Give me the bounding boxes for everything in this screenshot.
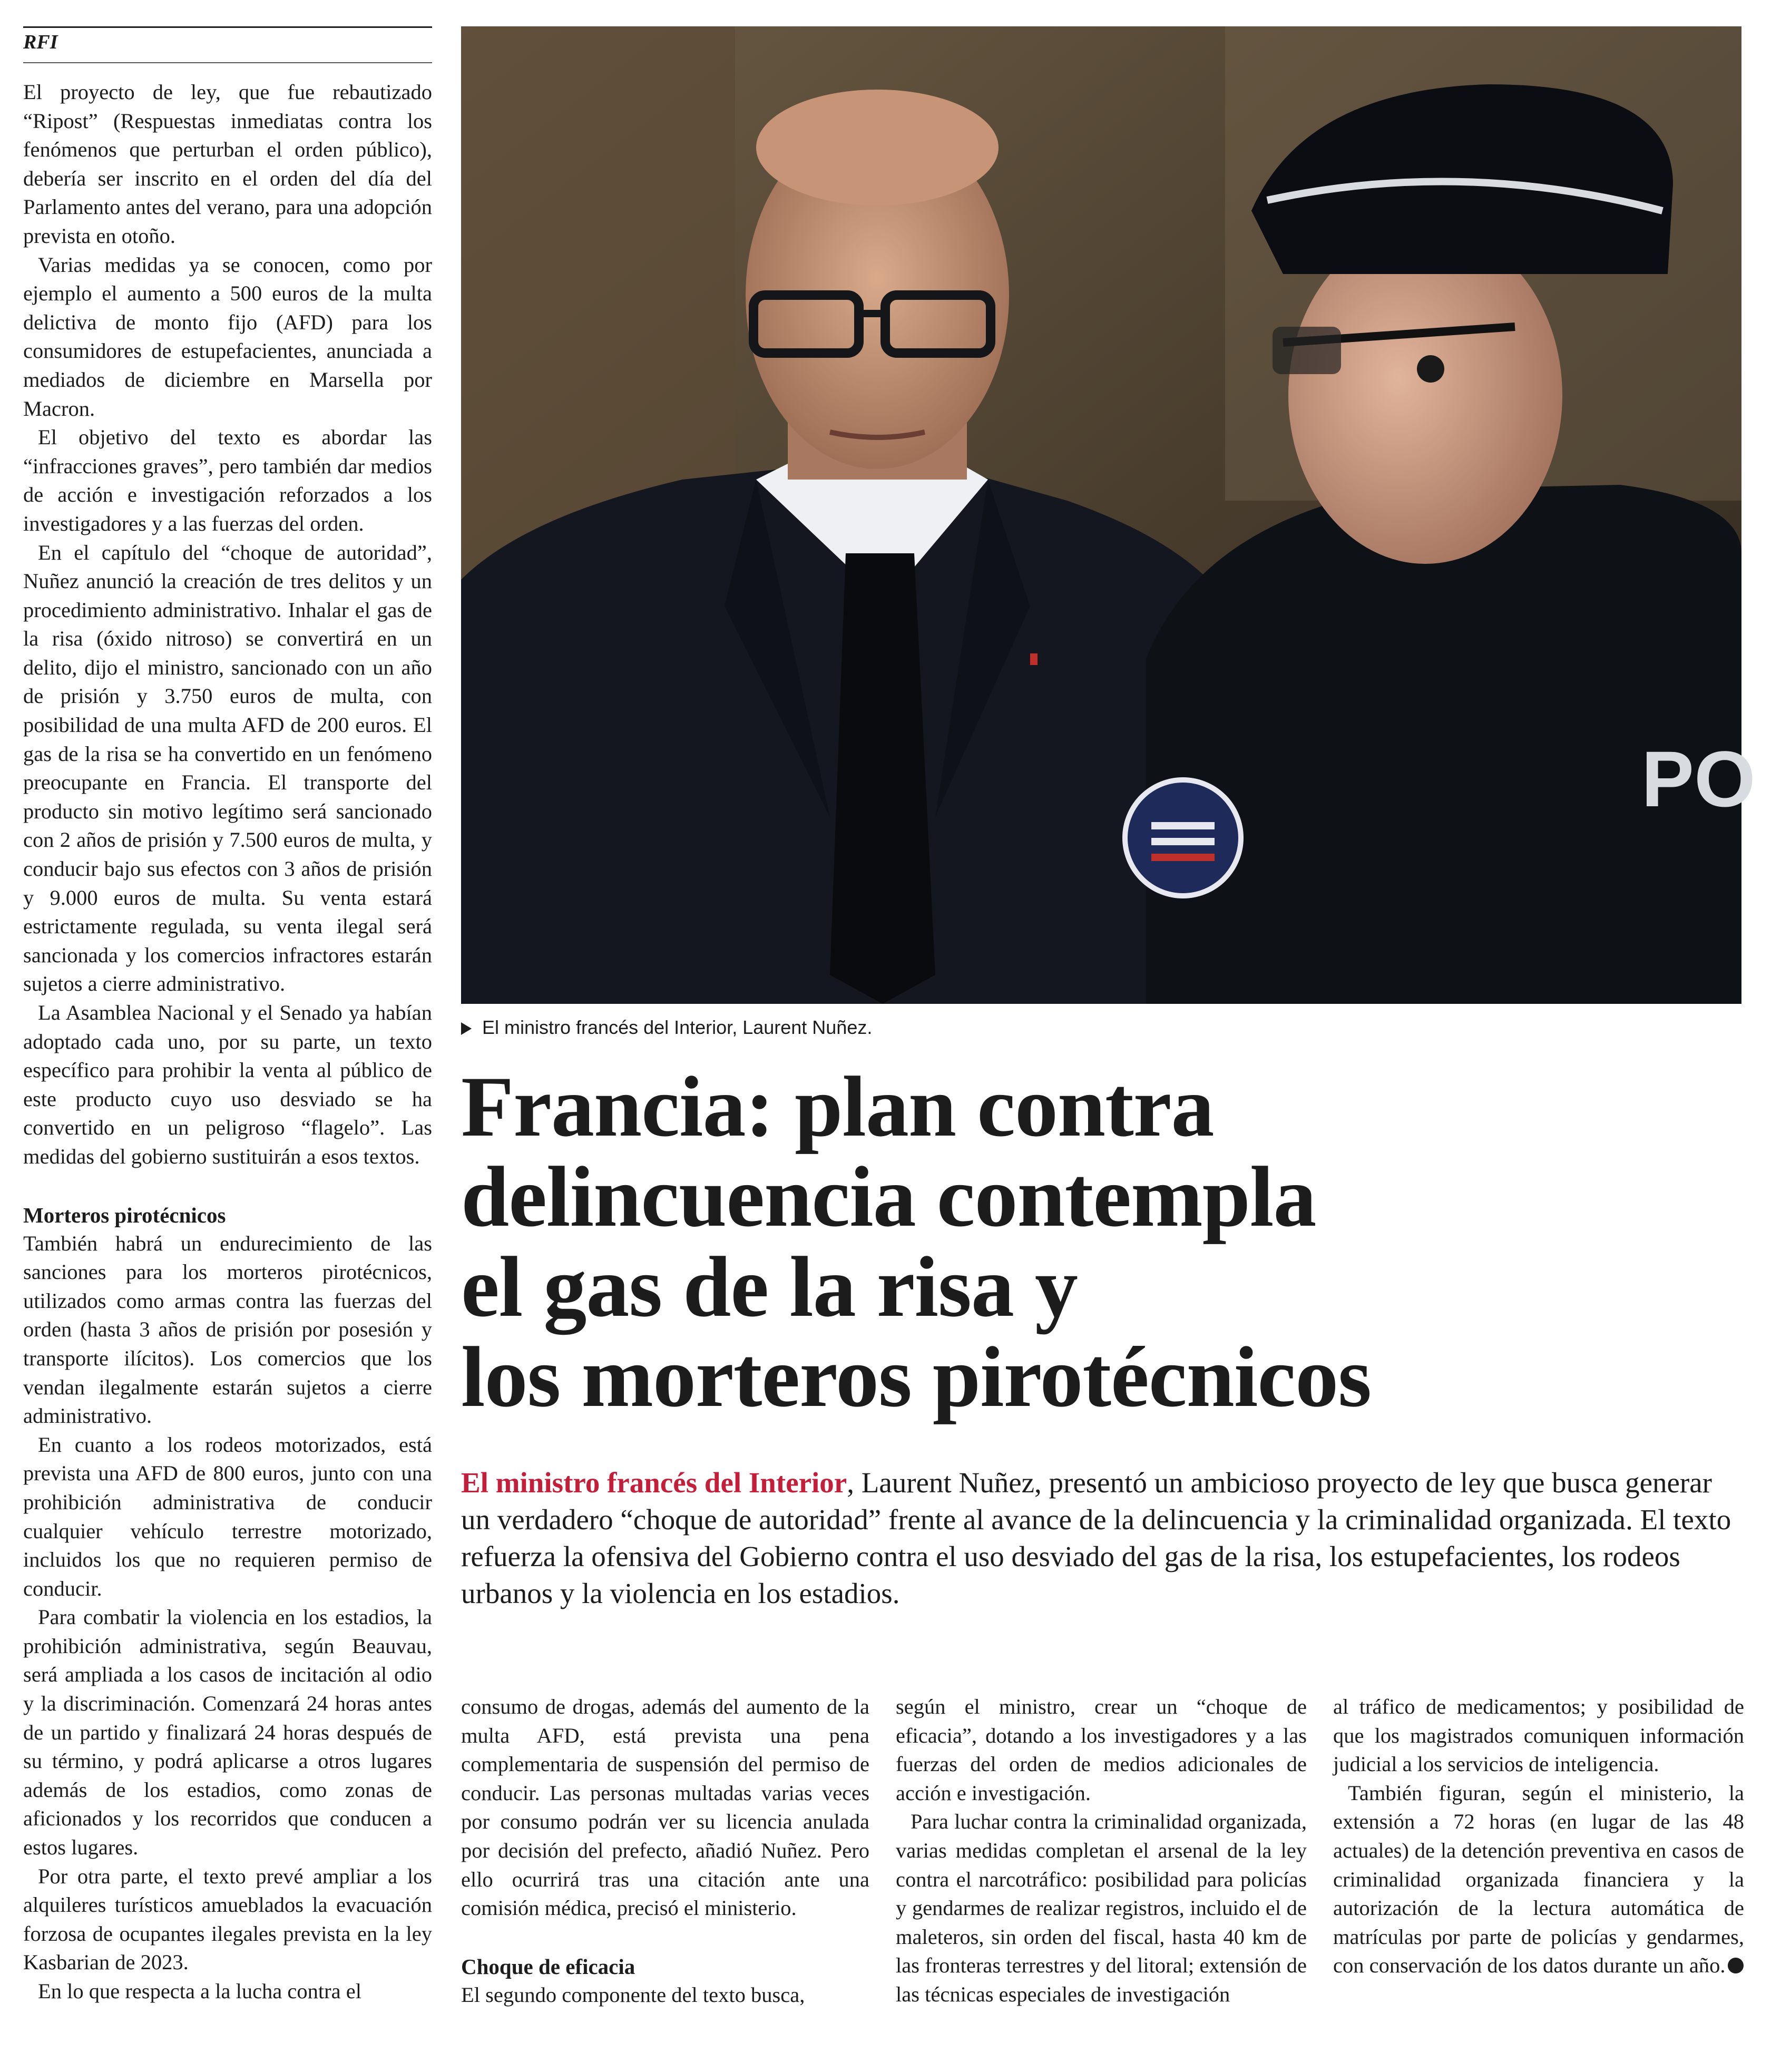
subheading: Morteros pirotécnicos <box>23 1203 226 1227</box>
body-paragraph: Varias medidas ya se conocen, como por ejemplo el aumento a 500 euros de la multa delictiva de monto fijo (AFD) para los consumidores de estupefacientes, anunciada a mediados de diciembre en Marsella por Macron. <box>23 252 432 421</box>
body-paragraph: al tráfico de medicamentos; y posibilidad de que los magistrados comuniquen información judicial a los servicios de inteligencia. <box>1333 1695 1744 1776</box>
headline-line: Francia: plan contra <box>461 1059 1214 1155</box>
lead-highlight: El ministro francés del Interior <box>461 1467 847 1499</box>
lead-text: , Laurent Nuñez, presentó un ambicioso proyecto de ley que busca generar un verdadero “choque de autoridad” frente al avance de la delincuencia y la criminalidad organizada. El texto refuerza la ofensiva del Gobierno contra el uso desviado del gas de la risa, los estupefacientes, los rodeos urbanos y la violencia en los estadios. <box>461 1467 1731 1609</box>
body-paragraph: La Asamblea Nacional y el Senado ya habían adoptado cada uno, por su parte, un texto específico para prohibir la venta al público de este producto cuyo uso desviado se ha convertido en un peligroso “flagelo”. Las medidas del gobierno sustituirán a esos textos. <box>23 1001 432 1168</box>
left-column <box>23 78 432 2006</box>
body-paragraph: según el ministro, crear un “choque de eficacia”, dotando a los investigadores y a las fuerzas del orden de medios adicionales de acción e investigación. <box>896 1695 1307 1805</box>
caption-row <box>461 1016 1741 1039</box>
column-2 <box>461 1693 869 2009</box>
body-paragraph: El proyecto de ley, que fue rebautizado “Ripost” (Respuestas inmediatas contra los fenómenos que perturban el orden público), debería ser inscrito en el orden del día del Parlamento antes del verano, para una adopción prevista en otoño. <box>23 80 432 248</box>
headline-line: los morteros pirotécnicos <box>461 1330 1372 1425</box>
body-paragraph: Por otra parte, el texto prevé ampliar a los alquileres turísticos amueblados la evacuación forzosa de ocupantes ilegales prevista en la ley Kasbarian de 2023. <box>23 1864 432 1975</box>
headline-line: delincuencia contempla <box>461 1149 1316 1245</box>
end-paragraph-text: También figuran, según el ministerio, la extensión a 72 horas (en lugar de las 48 actuales) de la detención preventiva en casos de criminalidad organizada financiera y la autorización de la lectura automática de matrículas por parte de policías y gendarmes, con conservación de los datos durante un año. <box>1333 1781 1744 1978</box>
body-paragraph: En el capítulo del “choque de autoridad”, Nuñez anunció la creación de tres delitos y un procedimiento administrativo. Inhalar el gas de la risa (óxido nitroso) se convertirá en un delito, dijo el ministro, sancionado con un año de prisión y 3.750 euros de multa, con posibilidad de una multa AFD de 200 euros. El gas de la risa se ha convertido en un fenómeno preocupante en Francia. El transporte del producto sin motivo legítimo será sancionado con 2 años de prisión y 7.500 euros de multa, y conducir bajo sus efectos con 3 años de prisión y 9.000 euros de multa. Su venta estará estrictamente regulada, su venta ilegal será sancionada y los comercios infractores estarán sujetos a cierre administrativo. <box>23 540 432 996</box>
body-paragraph: También habrá un endurecimiento de las sanciones para los morteros pirotécnicos, utilizados como armas contra las fuerzas del orden (hasta 3 años de prisión por posesión y transporte ilícitos). Los comercios que los vendan ilegalmente estarán sujetos a cierre administrativo. <box>23 1231 432 1428</box>
photo-illustration <box>461 26 1756 1004</box>
byline: RFI <box>23 31 58 53</box>
headline-line: el gas de la risa y <box>461 1239 1078 1335</box>
column-3 <box>896 1693 1307 2009</box>
byline-rule <box>23 62 432 63</box>
body-paragraph: Para luchar contra la criminalidad organizada, varias medidas completan el arsenal de la ley contra el narcotráfico: posibilidad para policías y gendarmes de realizar registros, incluido el de maleteros, sin orden del fiscal, hasta 40 km de las fronteras terrestres y del litoral; extensión de las técnicas especiales de investigación <box>896 1810 1307 2006</box>
body-paragraph <box>1333 1779 1744 1980</box>
top-rule <box>23 26 432 28</box>
end-mark-icon <box>1728 1958 1744 1973</box>
body-paragraph: El segundo componente del texto busca, <box>461 1982 805 2007</box>
article-photo <box>461 26 1756 1004</box>
headline <box>461 1059 1752 1425</box>
caption-arrow-icon <box>461 1022 472 1035</box>
body-paragraph: En cuanto a los rodeos motorizados, está prevista una AFD de 800 euros, junto con una prohibición administrativa de conducir cualquier vehículo terrestre motorizado, incluidos los que no requieren permiso de conducir. <box>23 1432 432 1600</box>
vest-text: PO <box>1641 735 1756 823</box>
subheading: Choque de eficacia <box>461 1954 635 1979</box>
body-paragraph: Para combatir la violencia en los estadios, la prohibición administrativa, según Beauvau, será ampliada a los casos de incitación al odio y la discriminación. Comenzará 24 horas antes de un partido y finalizará 24 horas después de su término, y podrá aplicarse a otros lugares además de los estadios, como zonas de aficionados y los recorridos que conducen a estos lugares. <box>23 1605 432 1860</box>
body-paragraph: consumo de drogas, además del aumento de la multa AFD, está prevista una pena complementaria de suspensión del permiso de conducir. Las personas multadas varias veces por consumo podrán ver su licencia anulada por decisión del prefecto, añadió Nuñez. Pero ello ocurrirá tras una citación ante una comisión médica, precisó el ministerio. <box>461 1695 869 1920</box>
photo-caption: El ministro francés del Interior, Laurent Nuñez. <box>482 1017 873 1038</box>
body-paragraph: El objetivo del texto es abordar las “infracciones graves”, pero también dar medios de acción e investigación reforzados a los investigadores y a las fuerzas del orden. <box>23 425 432 535</box>
body-paragraph: En lo que respecta a la lucha contra el <box>38 1979 361 2003</box>
lead-paragraph <box>461 1464 1747 1612</box>
column-4 <box>1333 1693 1744 1980</box>
